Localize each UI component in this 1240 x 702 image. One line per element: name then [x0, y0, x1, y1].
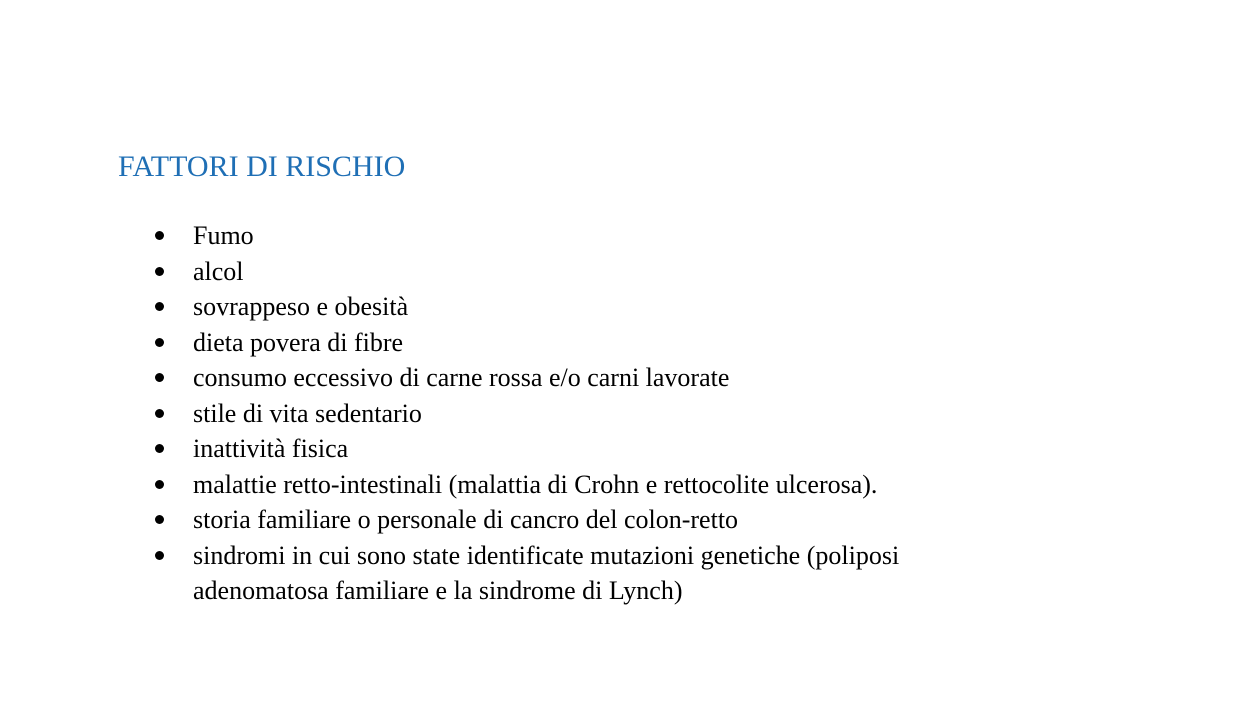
list-item	[155, 289, 1035, 325]
list-item	[155, 502, 1035, 538]
bullet-icon	[155, 267, 164, 276]
list-item-text: sovrappeso e obesità	[193, 292, 409, 321]
list-item	[155, 467, 1035, 503]
list-item-text: alcol	[193, 256, 244, 286]
list-item-text: dieta povera di fibre	[193, 327, 404, 357]
list-item-text: malattie retto-intestinali (malattia di Crohn e rettocolite ulcerosa).	[193, 469, 878, 499]
bullet-icon	[155, 444, 164, 453]
list-item	[155, 325, 1035, 361]
bullet-icon	[155, 409, 164, 418]
list-item-text: consumo eccessivo di carne rossa e/o carni lavorate	[193, 363, 730, 392]
list-item	[155, 254, 1035, 290]
bullet-icon	[155, 515, 164, 524]
list-item-text: sindromi in cui sono state identificate mutazioni genetiche (poliposi adenomatosa familiare e la sindrome di Lynch)	[193, 540, 900, 605]
list-item	[155, 360, 1035, 396]
list-item	[155, 538, 1035, 609]
bullet-icon	[155, 302, 164, 311]
list-item-text: inattività fisica	[193, 434, 349, 463]
list-item-text: storia familiare o personale di cancro del colon-retto	[193, 505, 739, 534]
bullet-icon	[155, 480, 164, 489]
bullet-icon	[155, 373, 164, 382]
list-item-text: Fumo	[193, 221, 254, 250]
list-item	[155, 431, 1035, 467]
bullet-icon	[155, 338, 164, 347]
list-item-text: stile di vita sedentario	[193, 398, 422, 428]
list-item	[155, 218, 1035, 254]
risk-factor-list	[155, 218, 1035, 609]
bullet-icon	[155, 231, 164, 240]
section-heading: FATTORI DI RISCHIO	[118, 150, 406, 183]
list-item	[155, 396, 1035, 432]
bullet-icon	[155, 551, 164, 560]
